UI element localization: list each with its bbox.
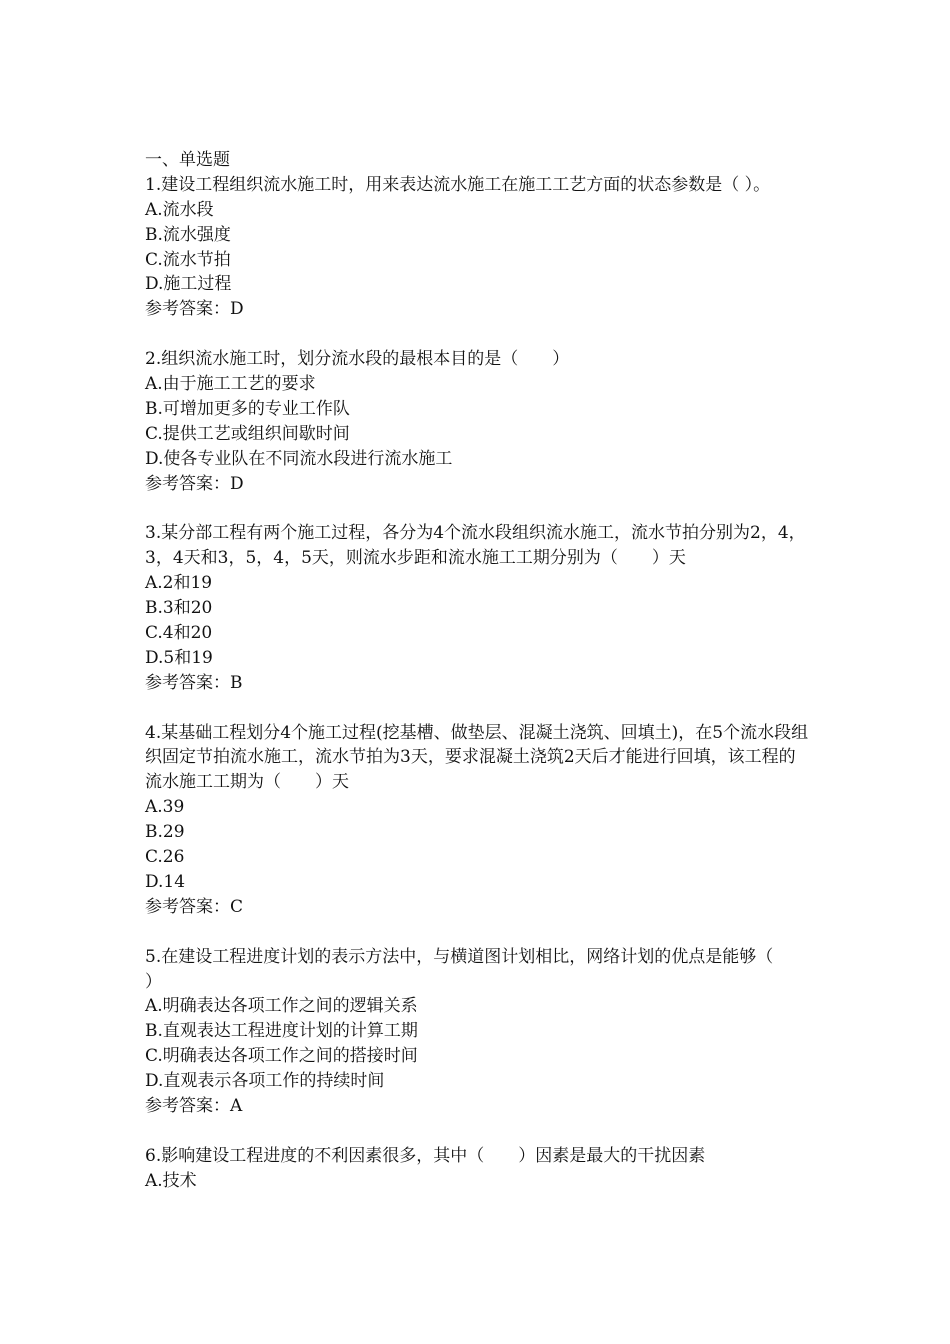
question-2-option-a: A.由于施工工艺的要求 (145, 374, 316, 395)
question-1-option-c: C.流水节拍 (145, 249, 231, 270)
question-2-option-d: D.使各专业队在不同流水段进行流水施工 (145, 448, 453, 469)
question-6-option-a: A.技术 (145, 1170, 197, 1191)
question-3-answer: 参考答案：B (145, 672, 243, 693)
question-5 (145, 945, 810, 1119)
question-3-option-a: A.2和19 (145, 573, 213, 594)
question-3-stem: 3.某分部工程有两个施工过程，各分为4个流水段组织流水施工，流水节拍分别为2，4，3，4天和3，5，4，5天，则流水步距和流水施工工期分别为（ ）天 (145, 523, 806, 569)
question-4-option-d: D.14 (145, 871, 186, 892)
question-5-answer: 参考答案：A (145, 1095, 243, 1116)
question-5-option-d: D.直观表示各项工作的持续时间 (145, 1071, 385, 1092)
question-3 (145, 521, 810, 695)
question-3-option-c: C.4和20 (145, 622, 213, 643)
spacer (145, 1119, 810, 1144)
question-2-option-c: C.提供工艺或组织间歇时间 (145, 423, 350, 444)
question-4-option-b: B.29 (145, 822, 185, 843)
question-1-option-d: D.施工过程 (145, 274, 232, 295)
question-3-option-b: B.3和20 (145, 598, 213, 619)
question-2-answer: 参考答案：D (145, 473, 244, 494)
spacer (145, 696, 810, 721)
question-2-stem: 2.组织流水施工时，划分流水段的最根本目的是（ ） (145, 349, 570, 370)
spacer (145, 920, 810, 945)
question-2 (145, 347, 810, 496)
question-4 (145, 721, 810, 920)
question-1-option-a: A.流水段 (145, 199, 214, 220)
question-5-option-a: A.明确表达各项工作之间的逻辑关系 (145, 996, 418, 1017)
question-6-stem: 6.影响建设工程进度的不利因素很多，其中（ ）因素是最大的干扰因素 (145, 1145, 706, 1166)
question-5-stem: 5.在建设工程进度计划的表示方法中，与横道图计划相比，网络计划的优点是能够（ ） (145, 946, 808, 992)
question-1-option-b: B.流水强度 (145, 224, 231, 245)
question-5-option-b: B.直观表达工程进度计划的计算工期 (145, 1021, 418, 1042)
question-1 (145, 173, 810, 322)
question-2-option-b: B.可增加更多的专业工作队 (145, 398, 350, 419)
question-3-option-d: D.5和19 (145, 647, 213, 668)
question-4-option-c: C.26 (145, 847, 185, 868)
spacer (145, 322, 810, 347)
document-body (145, 148, 810, 1194)
question-1-stem: 1.建设工程组织流水施工时，用来表达流水施工在施工工艺方面的状态参数是（ ）。 (145, 174, 771, 195)
question-6 (145, 1144, 810, 1194)
question-1-answer: 参考答案：D (145, 299, 244, 320)
question-4-answer: 参考答案：C (145, 896, 244, 917)
question-4-option-a: A.39 (145, 797, 185, 818)
question-4-stem: 4.某基础工程划分4个施工过程(挖基槽、做垫层、混凝土浇筑、回填土)，在5个流水段组织固定节拍流水施工，流水节拍为3天，要求混凝土浇筑2天后才能进行回填，该工程的流水施工工期为（ ）天 (145, 722, 809, 793)
question-5-option-c: C.明确表达各项工作之间的搭接时间 (145, 1046, 418, 1067)
section-title: 一、单选题 (145, 150, 230, 170)
spacer (145, 497, 810, 522)
